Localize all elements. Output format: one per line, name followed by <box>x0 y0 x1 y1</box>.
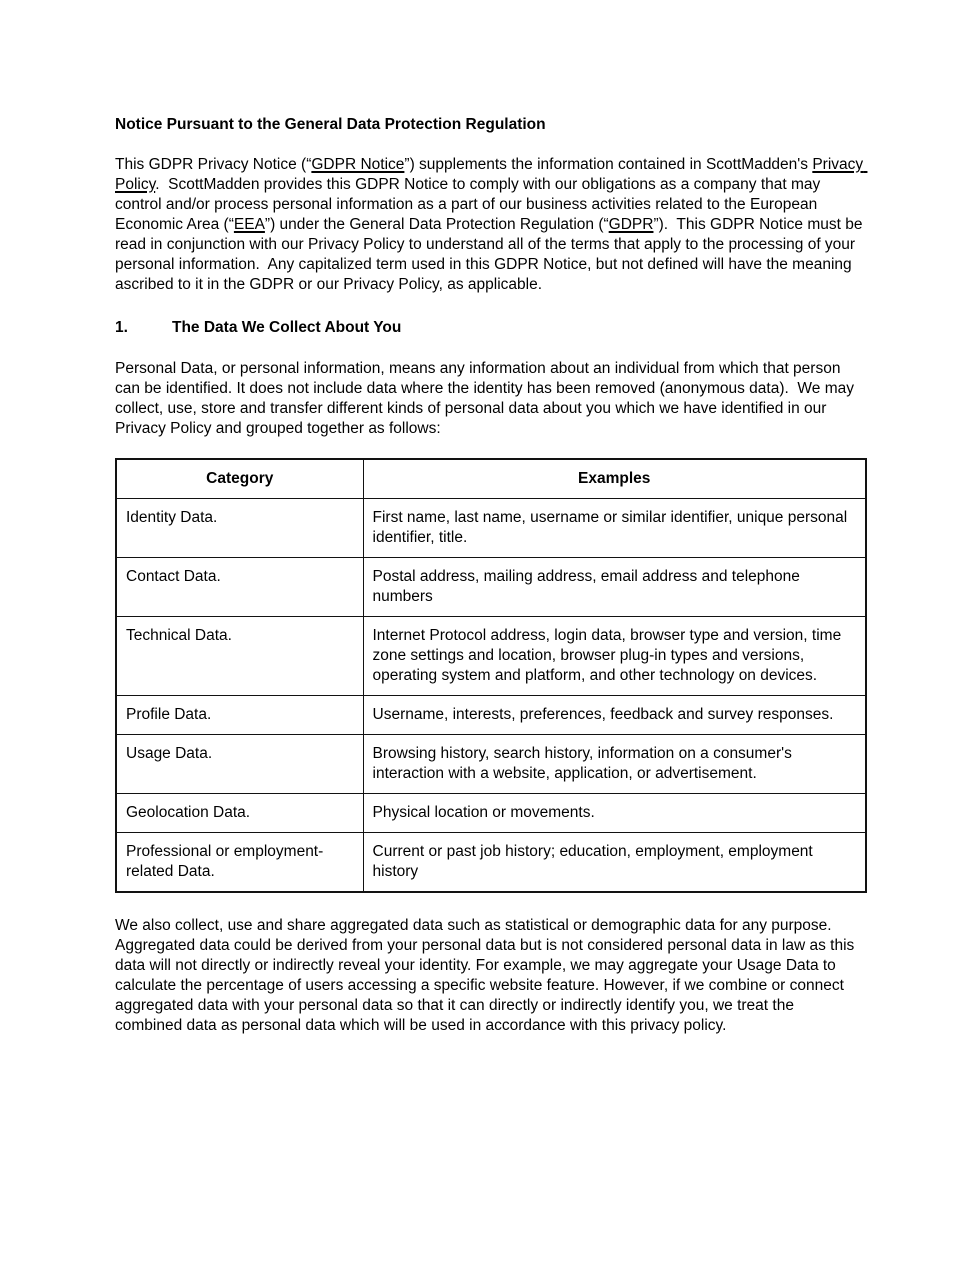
table-row <box>116 833 866 893</box>
text-run: . ScottMadden provides this GDPR Notice to comply with our obligations as a company that may control and/or process personal information as a part of our business activities related to the European Economic Area (“ <box>115 176 825 233</box>
text-run: This GDPR Privacy Notice (“ <box>115 156 312 173</box>
examples-cell: Browsing history, search history, information on a consumer's interaction with a website, application, or advertisement. <box>363 735 866 794</box>
underlined-term: EEA <box>233 216 265 233</box>
category-cell: Contact Data. <box>116 558 363 617</box>
intro-paragraph <box>115 155 868 295</box>
examples-cell: Postal address, mailing address, email address and telephone numbers <box>363 558 866 617</box>
table-header-examples: Examples <box>363 459 866 499</box>
category-cell: Technical Data. <box>116 617 363 696</box>
category-cell: Profile Data. <box>116 696 363 735</box>
category-cell: Usage Data. <box>116 735 363 794</box>
underlined-term: GDPR <box>608 216 654 233</box>
section-title: The Data We Collect About You <box>172 319 402 336</box>
underlined-term: GDPR Notice <box>311 156 405 173</box>
examples-cell: Physical location or movements. <box>363 794 866 833</box>
table-header-category: Category <box>116 459 363 499</box>
table-row <box>116 735 866 794</box>
text-run: ”) under the General Data Protection Regulation (“ <box>264 216 609 233</box>
aggregated-data-paragraph: We also collect, use and share aggregated data such as statistical or demographic data for any purpose. Aggregated data could be derived from your personal data but is not considered personal data in law as this data will not directly or indirectly reveal your identity. For example, we may aggregate your Usage Data to calculate the percentage of users accessing a specific website feature. However, if we combine or connect aggregated data with your personal data so that it can directly or indirectly identify you, we treat the combined data as personal data which will be used in accordance with this privacy policy. <box>115 917 859 1034</box>
table-row <box>116 499 866 558</box>
page-title: Notice Pursuant to the General Data Protection Regulation <box>115 116 546 133</box>
examples-cell: Current or past job history; education, employment, employment history <box>363 833 866 893</box>
table-row <box>116 558 866 617</box>
category-cell: Geolocation Data. <box>116 794 363 833</box>
examples-cell: Internet Protocol address, login data, browser type and version, time zone settings and location, browser plug-in types and versions, operating system and platform, and other technology on devices. <box>363 617 866 696</box>
underlined-term: Privacy Policy <box>115 156 868 193</box>
data-categories-table <box>115 458 867 893</box>
text-run: ”) supplements the information contained in ScottMadden's <box>404 156 813 173</box>
table-row <box>116 617 866 696</box>
category-cell: Identity Data. <box>116 499 363 558</box>
document-content <box>115 115 868 1036</box>
text-run: ”). This GDPR Notice must be read in conjunction with our Privacy Policy to understand all of the terms that apply to the processing of your personal information. Any capitalized term used in this GDPR Notice, but not defined will have the meaning ascribed to it in the GDPR or our Privacy Policy, as applicable. <box>115 216 867 293</box>
examples-cell: Username, interests, preferences, feedback and survey responses. <box>363 696 866 735</box>
table-row <box>116 696 866 735</box>
personal-data-paragraph: Personal Data, or personal information, means any information about an individual from which that person can be identified. It does not include data where the identity has been removed (anonymous data). We may collect, use, store and transfer different kinds of personal data about you which we have identified in our Privacy Policy and grouped together as follows: <box>115 360 859 437</box>
category-cell: Professional or employment-related Data. <box>116 833 363 893</box>
table-row <box>116 794 866 833</box>
table-header-row <box>116 459 866 499</box>
examples-cell: First name, last name, username or similar identifier, unique personal identifier, title. <box>363 499 866 558</box>
section-1-heading <box>115 318 865 338</box>
section-number: 1. <box>115 319 128 336</box>
